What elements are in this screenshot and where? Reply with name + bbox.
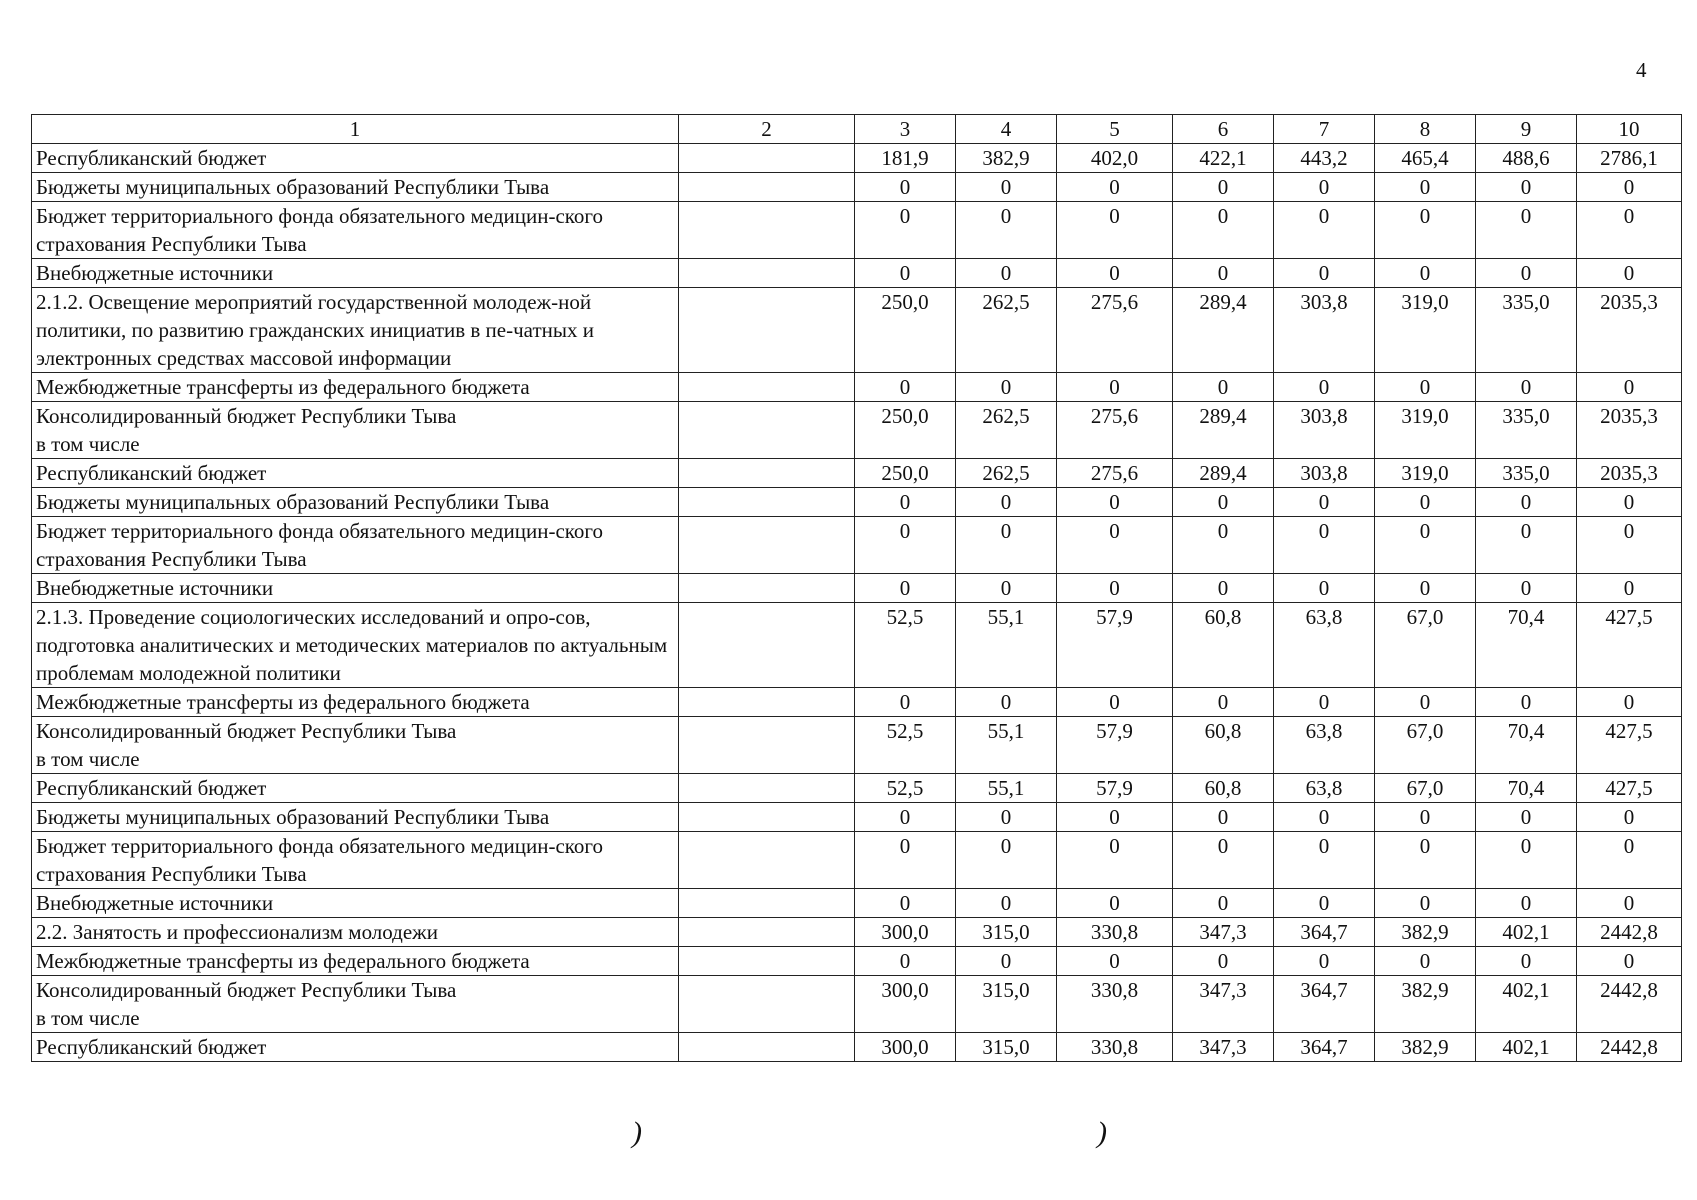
- row-label-text: Внебюджетные источники: [36, 261, 274, 285]
- value-cell: 250,0: [855, 288, 956, 373]
- row-label: [32, 459, 679, 488]
- value-cell: 0: [1274, 488, 1375, 517]
- column-number: 10: [1577, 115, 1682, 144]
- row-label-text: Консолидированный бюджет Республики Тыва: [36, 719, 457, 743]
- column-2-cell: [679, 688, 855, 717]
- column-2-cell: [679, 832, 855, 889]
- row-label: [32, 488, 679, 517]
- row-label-text: Межбюджетные трансферты из федерального бюджета: [36, 690, 530, 714]
- value-cell: 0: [1476, 803, 1577, 832]
- value-cell: 2442,8: [1577, 976, 1682, 1033]
- value-cell: 0: [855, 259, 956, 288]
- value-cell: 0: [1375, 488, 1476, 517]
- value-cell: 0: [1375, 517, 1476, 574]
- row-label: [32, 688, 679, 717]
- row-label-text: Республиканский бюджет: [36, 146, 267, 170]
- value-cell: 300,0: [855, 1033, 956, 1062]
- row-label-text: Внебюджетные источники: [36, 891, 274, 915]
- value-cell: 2442,8: [1577, 1033, 1682, 1062]
- column-number: 9: [1476, 115, 1577, 144]
- row-label: [32, 832, 679, 889]
- value-cell: 181,9: [855, 144, 956, 173]
- value-cell: 364,7: [1274, 918, 1375, 947]
- column-2-cell: [679, 173, 855, 202]
- value-cell: 347,3: [1173, 1033, 1274, 1062]
- row-label: [32, 144, 679, 173]
- row-label: [32, 774, 679, 803]
- column-number: 5: [1057, 115, 1173, 144]
- value-cell: 335,0: [1476, 459, 1577, 488]
- value-cell: 402,1: [1476, 1033, 1577, 1062]
- value-cell: 0: [855, 173, 956, 202]
- column-2-cell: [679, 603, 855, 688]
- row-label: [32, 603, 679, 688]
- value-cell: 0: [1173, 688, 1274, 717]
- value-cell: 0: [1577, 517, 1682, 574]
- value-cell: 52,5: [855, 717, 956, 774]
- value-cell: 0: [1476, 373, 1577, 402]
- value-cell: 0: [1274, 259, 1375, 288]
- value-cell: 0: [1476, 488, 1577, 517]
- value-cell: 0: [1476, 259, 1577, 288]
- value-cell: 262,5: [956, 402, 1057, 459]
- value-cell: 0: [1577, 202, 1682, 259]
- value-cell: 319,0: [1375, 288, 1476, 373]
- value-cell: 0: [855, 517, 956, 574]
- table-row: [32, 373, 1682, 402]
- table-row: [32, 402, 1682, 459]
- column-2-cell: [679, 202, 855, 259]
- value-cell: 0: [1173, 517, 1274, 574]
- table-row: [32, 202, 1682, 259]
- value-cell: 2442,8: [1577, 918, 1682, 947]
- value-cell: 0: [855, 947, 956, 976]
- column-2-cell: [679, 918, 855, 947]
- value-cell: 262,5: [956, 459, 1057, 488]
- value-cell: 0: [1173, 173, 1274, 202]
- value-cell: 0: [855, 373, 956, 402]
- value-cell: 347,3: [1173, 918, 1274, 947]
- column-number: 8: [1375, 115, 1476, 144]
- value-cell: 0: [1476, 688, 1577, 717]
- value-cell: 0: [956, 173, 1057, 202]
- value-cell: 289,4: [1173, 288, 1274, 373]
- value-cell: 330,8: [1057, 976, 1173, 1033]
- table-row: [32, 603, 1682, 688]
- value-cell: 0: [1274, 688, 1375, 717]
- value-cell: 0: [956, 517, 1057, 574]
- value-cell: 0: [1476, 517, 1577, 574]
- value-cell: 0: [956, 202, 1057, 259]
- row-label: [32, 373, 679, 402]
- value-cell: 335,0: [1476, 402, 1577, 459]
- value-cell: 303,8: [1274, 402, 1375, 459]
- column-2-cell: [679, 402, 855, 459]
- value-cell: 0: [1476, 947, 1577, 976]
- value-cell: 67,0: [1375, 774, 1476, 803]
- value-cell: 0: [1057, 889, 1173, 918]
- value-cell: 382,9: [1375, 976, 1476, 1033]
- row-label: [32, 803, 679, 832]
- value-cell: 63,8: [1274, 603, 1375, 688]
- table-row: [32, 889, 1682, 918]
- column-2-cell: [679, 889, 855, 918]
- row-label-text: Бюджет территориального фонда обязательного медицин-ского страхования Республики Тыва: [36, 204, 603, 256]
- row-label-text: 2.1.2. Освещение мероприятий государственной молодеж-ной политики, по развитию гражданских инициатив в пе-чатных и электронных средствах массовой информации: [36, 290, 594, 370]
- table-row: [32, 488, 1682, 517]
- value-cell: 55,1: [956, 603, 1057, 688]
- column-number: 1: [32, 115, 679, 144]
- value-cell: 0: [1577, 574, 1682, 603]
- value-cell: 0: [1476, 574, 1577, 603]
- value-cell: 0: [1375, 832, 1476, 889]
- value-cell: 0: [1577, 488, 1682, 517]
- table-row: [32, 517, 1682, 574]
- value-cell: 57,9: [1057, 603, 1173, 688]
- column-number: 3: [855, 115, 956, 144]
- row-label-text: Республиканский бюджет: [36, 461, 267, 485]
- value-cell: 250,0: [855, 402, 956, 459]
- value-cell: 0: [956, 688, 1057, 717]
- row-label-text: Республиканский бюджет: [36, 1035, 267, 1059]
- value-cell: 0: [1173, 202, 1274, 259]
- value-cell: 0: [855, 803, 956, 832]
- row-label: [32, 976, 679, 1033]
- value-cell: 0: [1274, 803, 1375, 832]
- column-2-cell: [679, 288, 855, 373]
- value-cell: 0: [1057, 803, 1173, 832]
- value-cell: 0: [956, 373, 1057, 402]
- value-cell: 70,4: [1476, 603, 1577, 688]
- row-label: [32, 947, 679, 976]
- value-cell: 55,1: [956, 774, 1057, 803]
- row-label: [32, 202, 679, 259]
- page-number: 4: [1636, 58, 1647, 82]
- value-cell: 443,2: [1274, 144, 1375, 173]
- row-label-text: 2.1.3. Проведение социологических исследований и опро-сов, подготовка аналитических и методических материалов по актуальным проблемам молодежной политики: [36, 605, 668, 685]
- value-cell: 0: [1173, 373, 1274, 402]
- value-cell: 427,5: [1577, 603, 1682, 688]
- value-cell: 55,1: [956, 717, 1057, 774]
- value-cell: 0: [1057, 173, 1173, 202]
- table-row: [32, 803, 1682, 832]
- value-cell: 289,4: [1173, 402, 1274, 459]
- value-cell: 0: [1057, 947, 1173, 976]
- value-cell: 0: [1274, 202, 1375, 259]
- value-cell: 0: [1173, 889, 1274, 918]
- column-2-cell: [679, 459, 855, 488]
- row-label: [32, 402, 679, 459]
- table-row: [32, 976, 1682, 1033]
- value-cell: 0: [1476, 832, 1577, 889]
- value-cell: 0: [1274, 947, 1375, 976]
- value-cell: 0: [1375, 259, 1476, 288]
- value-cell: 0: [1057, 688, 1173, 717]
- value-cell: 0: [1375, 947, 1476, 976]
- value-cell: 67,0: [1375, 603, 1476, 688]
- value-cell: 60,8: [1173, 774, 1274, 803]
- column-2-cell: [679, 488, 855, 517]
- value-cell: 0: [1476, 202, 1577, 259]
- table-row: [32, 144, 1682, 173]
- value-cell: 0: [1057, 373, 1173, 402]
- value-cell: 52,5: [855, 603, 956, 688]
- value-cell: 2035,3: [1577, 288, 1682, 373]
- value-cell: 0: [1375, 574, 1476, 603]
- value-cell: 0: [1375, 803, 1476, 832]
- value-cell: 402,0: [1057, 144, 1173, 173]
- value-cell: 0: [1173, 803, 1274, 832]
- value-cell: 422,1: [1173, 144, 1274, 173]
- value-cell: 319,0: [1375, 402, 1476, 459]
- value-cell: 275,6: [1057, 402, 1173, 459]
- value-cell: 0: [1057, 488, 1173, 517]
- value-cell: 0: [855, 688, 956, 717]
- table-row: [32, 459, 1682, 488]
- row-label: [32, 889, 679, 918]
- footer-mark: ): [632, 1116, 642, 1149]
- value-cell: 0: [1274, 832, 1375, 889]
- value-cell: 0: [1173, 947, 1274, 976]
- value-cell: 330,8: [1057, 1033, 1173, 1062]
- value-cell: 0: [1375, 373, 1476, 402]
- row-label-text: Консолидированный бюджет Республики Тыва: [36, 404, 457, 428]
- column-2-cell: [679, 259, 855, 288]
- value-cell: 57,9: [1057, 717, 1173, 774]
- value-cell: 488,6: [1476, 144, 1577, 173]
- value-cell: 63,8: [1274, 774, 1375, 803]
- value-cell: 0: [1057, 517, 1173, 574]
- value-cell: 382,9: [1375, 918, 1476, 947]
- value-cell: 63,8: [1274, 717, 1375, 774]
- table-row: [32, 918, 1682, 947]
- value-cell: 0: [1476, 889, 1577, 918]
- value-cell: 0: [1274, 574, 1375, 603]
- value-cell: 275,6: [1057, 459, 1173, 488]
- value-cell: 0: [956, 889, 1057, 918]
- value-cell: 60,8: [1173, 603, 1274, 688]
- row-label: [32, 918, 679, 947]
- column-number: 6: [1173, 115, 1274, 144]
- value-cell: 364,7: [1274, 1033, 1375, 1062]
- column-2-cell: [679, 574, 855, 603]
- value-cell: 0: [1577, 889, 1682, 918]
- column-2-cell: [679, 144, 855, 173]
- row-sublabel: в том числе: [36, 1006, 140, 1030]
- row-label: [32, 259, 679, 288]
- row-label-text: Внебюджетные источники: [36, 576, 274, 600]
- value-cell: 0: [956, 947, 1057, 976]
- row-label: [32, 173, 679, 202]
- row-label-text: Бюджет территориального фонда обязательного медицин-ского страхования Республики Тыва: [36, 519, 603, 571]
- row-label: [32, 517, 679, 574]
- value-cell: 0: [855, 889, 956, 918]
- row-sublabel: в том числе: [36, 747, 140, 771]
- table-row: [32, 259, 1682, 288]
- table-row: [32, 774, 1682, 803]
- column-2-cell: [679, 803, 855, 832]
- value-cell: 335,0: [1476, 288, 1577, 373]
- value-cell: 0: [1173, 488, 1274, 517]
- value-cell: 0: [1577, 688, 1682, 717]
- value-cell: 0: [1577, 259, 1682, 288]
- value-cell: 250,0: [855, 459, 956, 488]
- value-cell: 0: [1057, 202, 1173, 259]
- table-row: [32, 1033, 1682, 1062]
- value-cell: 57,9: [1057, 774, 1173, 803]
- row-label: [32, 288, 679, 373]
- value-cell: 303,8: [1274, 459, 1375, 488]
- column-2-cell: [679, 774, 855, 803]
- table-row: [32, 173, 1682, 202]
- value-cell: 0: [1173, 259, 1274, 288]
- column-2-cell: [679, 373, 855, 402]
- value-cell: 0: [1375, 202, 1476, 259]
- value-cell: 2035,3: [1577, 459, 1682, 488]
- value-cell: 315,0: [956, 976, 1057, 1033]
- value-cell: 300,0: [855, 976, 956, 1033]
- column-2-cell: [679, 1033, 855, 1062]
- value-cell: 0: [1173, 574, 1274, 603]
- value-cell: 0: [1577, 832, 1682, 889]
- value-cell: 0: [1057, 574, 1173, 603]
- column-2-cell: [679, 947, 855, 976]
- value-cell: 60,8: [1173, 717, 1274, 774]
- row-label-text: 2.2. Занятость и профессионализм молодежи: [36, 920, 438, 944]
- footer-mark: ): [1097, 1116, 1107, 1149]
- value-cell: 2786,1: [1577, 144, 1682, 173]
- value-cell: 0: [956, 803, 1057, 832]
- row-label-text: Республиканский бюджет: [36, 776, 267, 800]
- value-cell: 364,7: [1274, 976, 1375, 1033]
- row-label-text: Бюджеты муниципальных образований Республики Тыва: [36, 175, 550, 199]
- budget-table: [31, 114, 1682, 1062]
- value-cell: 67,0: [1375, 717, 1476, 774]
- value-cell: 0: [956, 259, 1057, 288]
- value-cell: 289,4: [1173, 459, 1274, 488]
- value-cell: 0: [1274, 517, 1375, 574]
- value-cell: 300,0: [855, 918, 956, 947]
- value-cell: 0: [1274, 173, 1375, 202]
- value-cell: 402,1: [1476, 976, 1577, 1033]
- value-cell: 0: [1577, 947, 1682, 976]
- value-cell: 0: [1274, 373, 1375, 402]
- column-number: 2: [679, 115, 855, 144]
- value-cell: 0: [1274, 889, 1375, 918]
- value-cell: 0: [956, 574, 1057, 603]
- value-cell: 303,8: [1274, 288, 1375, 373]
- value-cell: 2035,3: [1577, 402, 1682, 459]
- value-cell: 0: [855, 832, 956, 889]
- value-cell: 427,5: [1577, 717, 1682, 774]
- value-cell: 262,5: [956, 288, 1057, 373]
- value-cell: 330,8: [1057, 918, 1173, 947]
- value-cell: 0: [1057, 259, 1173, 288]
- value-cell: 0: [1375, 688, 1476, 717]
- value-cell: 0: [1476, 173, 1577, 202]
- value-cell: 0: [956, 488, 1057, 517]
- row-label-text: Межбюджетные трансферты из федерального бюджета: [36, 949, 530, 973]
- table-row: [32, 947, 1682, 976]
- row-label-text: Бюджеты муниципальных образований Республики Тыва: [36, 805, 550, 829]
- column-2-cell: [679, 717, 855, 774]
- table-row: [32, 574, 1682, 603]
- value-cell: 0: [1577, 173, 1682, 202]
- row-label: [32, 574, 679, 603]
- value-cell: 315,0: [956, 918, 1057, 947]
- value-cell: 0: [956, 832, 1057, 889]
- column-2-cell: [679, 976, 855, 1033]
- row-label-text: Бюджеты муниципальных образований Республики Тыва: [36, 490, 550, 514]
- column-2-cell: [679, 517, 855, 574]
- row-label-text: Межбюджетные трансферты из федерального бюджета: [36, 375, 530, 399]
- row-label-text: Бюджет территориального фонда обязательного медицин-ского страхования Республики Тыва: [36, 834, 603, 886]
- value-cell: 0: [855, 488, 956, 517]
- table-row: [32, 288, 1682, 373]
- row-label: [32, 1033, 679, 1062]
- value-cell: 0: [1057, 832, 1173, 889]
- column-number: 4: [956, 115, 1057, 144]
- value-cell: 315,0: [956, 1033, 1057, 1062]
- table-row: [32, 832, 1682, 889]
- value-cell: 0: [1577, 803, 1682, 832]
- value-cell: 427,5: [1577, 774, 1682, 803]
- value-cell: 0: [1577, 373, 1682, 402]
- column-number: 7: [1274, 115, 1375, 144]
- column-number-row: [32, 115, 1682, 144]
- row-sublabel: в том числе: [36, 432, 140, 456]
- table-row: [32, 688, 1682, 717]
- value-cell: 0: [1375, 889, 1476, 918]
- value-cell: 465,4: [1375, 144, 1476, 173]
- value-cell: 382,9: [956, 144, 1057, 173]
- value-cell: 0: [855, 202, 956, 259]
- value-cell: 0: [1173, 832, 1274, 889]
- value-cell: 402,1: [1476, 918, 1577, 947]
- value-cell: 382,9: [1375, 1033, 1476, 1062]
- value-cell: 347,3: [1173, 976, 1274, 1033]
- value-cell: 0: [1375, 173, 1476, 202]
- value-cell: 52,5: [855, 774, 956, 803]
- value-cell: 319,0: [1375, 459, 1476, 488]
- value-cell: 70,4: [1476, 717, 1577, 774]
- value-cell: 70,4: [1476, 774, 1577, 803]
- value-cell: 275,6: [1057, 288, 1173, 373]
- value-cell: 0: [855, 574, 956, 603]
- row-label-text: Консолидированный бюджет Республики Тыва: [36, 978, 457, 1002]
- row-label: [32, 717, 679, 774]
- table-row: [32, 717, 1682, 774]
